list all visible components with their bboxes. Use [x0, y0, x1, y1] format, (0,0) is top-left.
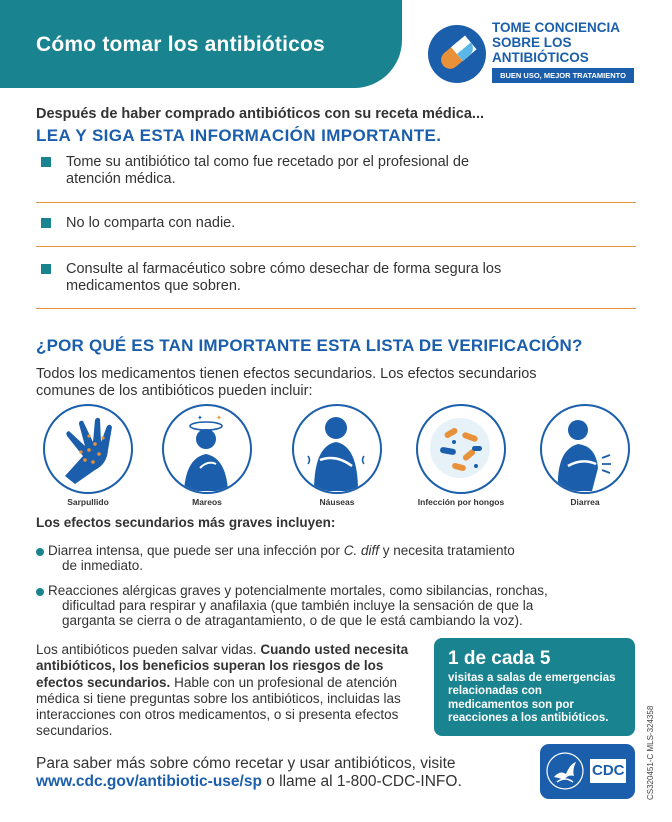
bullet-dot-icon	[36, 588, 44, 596]
nausea-icon	[292, 404, 382, 494]
dizziness-icon	[162, 404, 252, 494]
cdc-logo-text: CDC	[592, 762, 625, 779]
bullet-dot-icon	[36, 548, 44, 556]
side-effect-diarrhea: Diarrea	[535, 404, 635, 507]
side-effect-rash: Sarpullido	[38, 404, 138, 507]
statistic-callout	[434, 638, 635, 736]
campaign-logo-text: TOME CONCIENCIA SOBRE LOS ANTIBIÓTICOS	[492, 20, 621, 65]
divider	[36, 308, 636, 309]
fungus-icon	[416, 404, 506, 494]
svg-text:✦: ✦	[216, 414, 222, 422]
footer-text: Para saber más sobre cómo recetar y usar antibióticos, visite www.cdc.gov/antibiotic-use/sp o llame al 1-800-CDC-INFO.	[36, 755, 462, 790]
side-effect-fungal-infection: Infección por hongos	[411, 404, 511, 507]
checklist-square-icon	[41, 264, 51, 274]
divider	[36, 202, 636, 203]
diarrhea-icon	[540, 404, 630, 494]
divider	[36, 246, 636, 247]
checklist-square-icon	[41, 157, 51, 167]
statistic-value: 1 de cada 5	[448, 648, 551, 669]
cdc-antibiotic-link[interactable]: www.cdc.gov/antibiotic-use/sp	[36, 773, 262, 790]
header-band	[0, 0, 402, 88]
severe-effects-title: Los efectos secundarios más graves incluyen:	[36, 515, 336, 530]
campaign-tagline: BUEN USO, MEJOR TRATAMIENTO	[492, 68, 634, 83]
section-intro: Todos los medicamentos tienen efectos secundarios. Los efectos secundarios comunes de los antibióticos pueden incluir:	[36, 366, 537, 399]
closing-paragraph: Los antibióticos pueden salvar vidas. Cuando usted necesita antibióticos, los beneficios superan los riesgos de los efectos secundarios. Hable con un profesional de atención médica si tiene preguntas sobre los antibióticos, incluidas las interacciones con otros medicamentos, o si presenta efectos secundarios.	[36, 642, 409, 739]
svg-text:✦: ✦	[197, 414, 203, 422]
intro-lead: Después de haber comprado antibióticos con su receta médica...	[36, 106, 485, 122]
rash-hand-icon	[43, 404, 133, 494]
side-effect-nausea: Náuseas	[287, 404, 387, 507]
cdc-logo	[540, 744, 635, 799]
page-title: Cómo tomar los antibióticos	[36, 33, 325, 56]
statistic-description: visitas a salas de emergencias relacionadas con medicamentos son por reacciones a los antibióticos.	[448, 672, 616, 724]
antibiotic-capsule-logo-icon	[428, 25, 486, 83]
side-effect-dizziness: ✦ ✦ Mareos	[157, 404, 257, 507]
intro-headline: LEA Y SIGA ESTA INFORMACIÓN IMPORTANTE.	[36, 126, 442, 145]
section-title-why: ¿POR QUÉ ES TAN IMPORTANTE ESTA LISTA DE VERIFICACIÓN?	[36, 336, 583, 355]
document-code: CS320451-C MLS-324358	[646, 705, 655, 800]
checklist-square-icon	[41, 218, 51, 228]
